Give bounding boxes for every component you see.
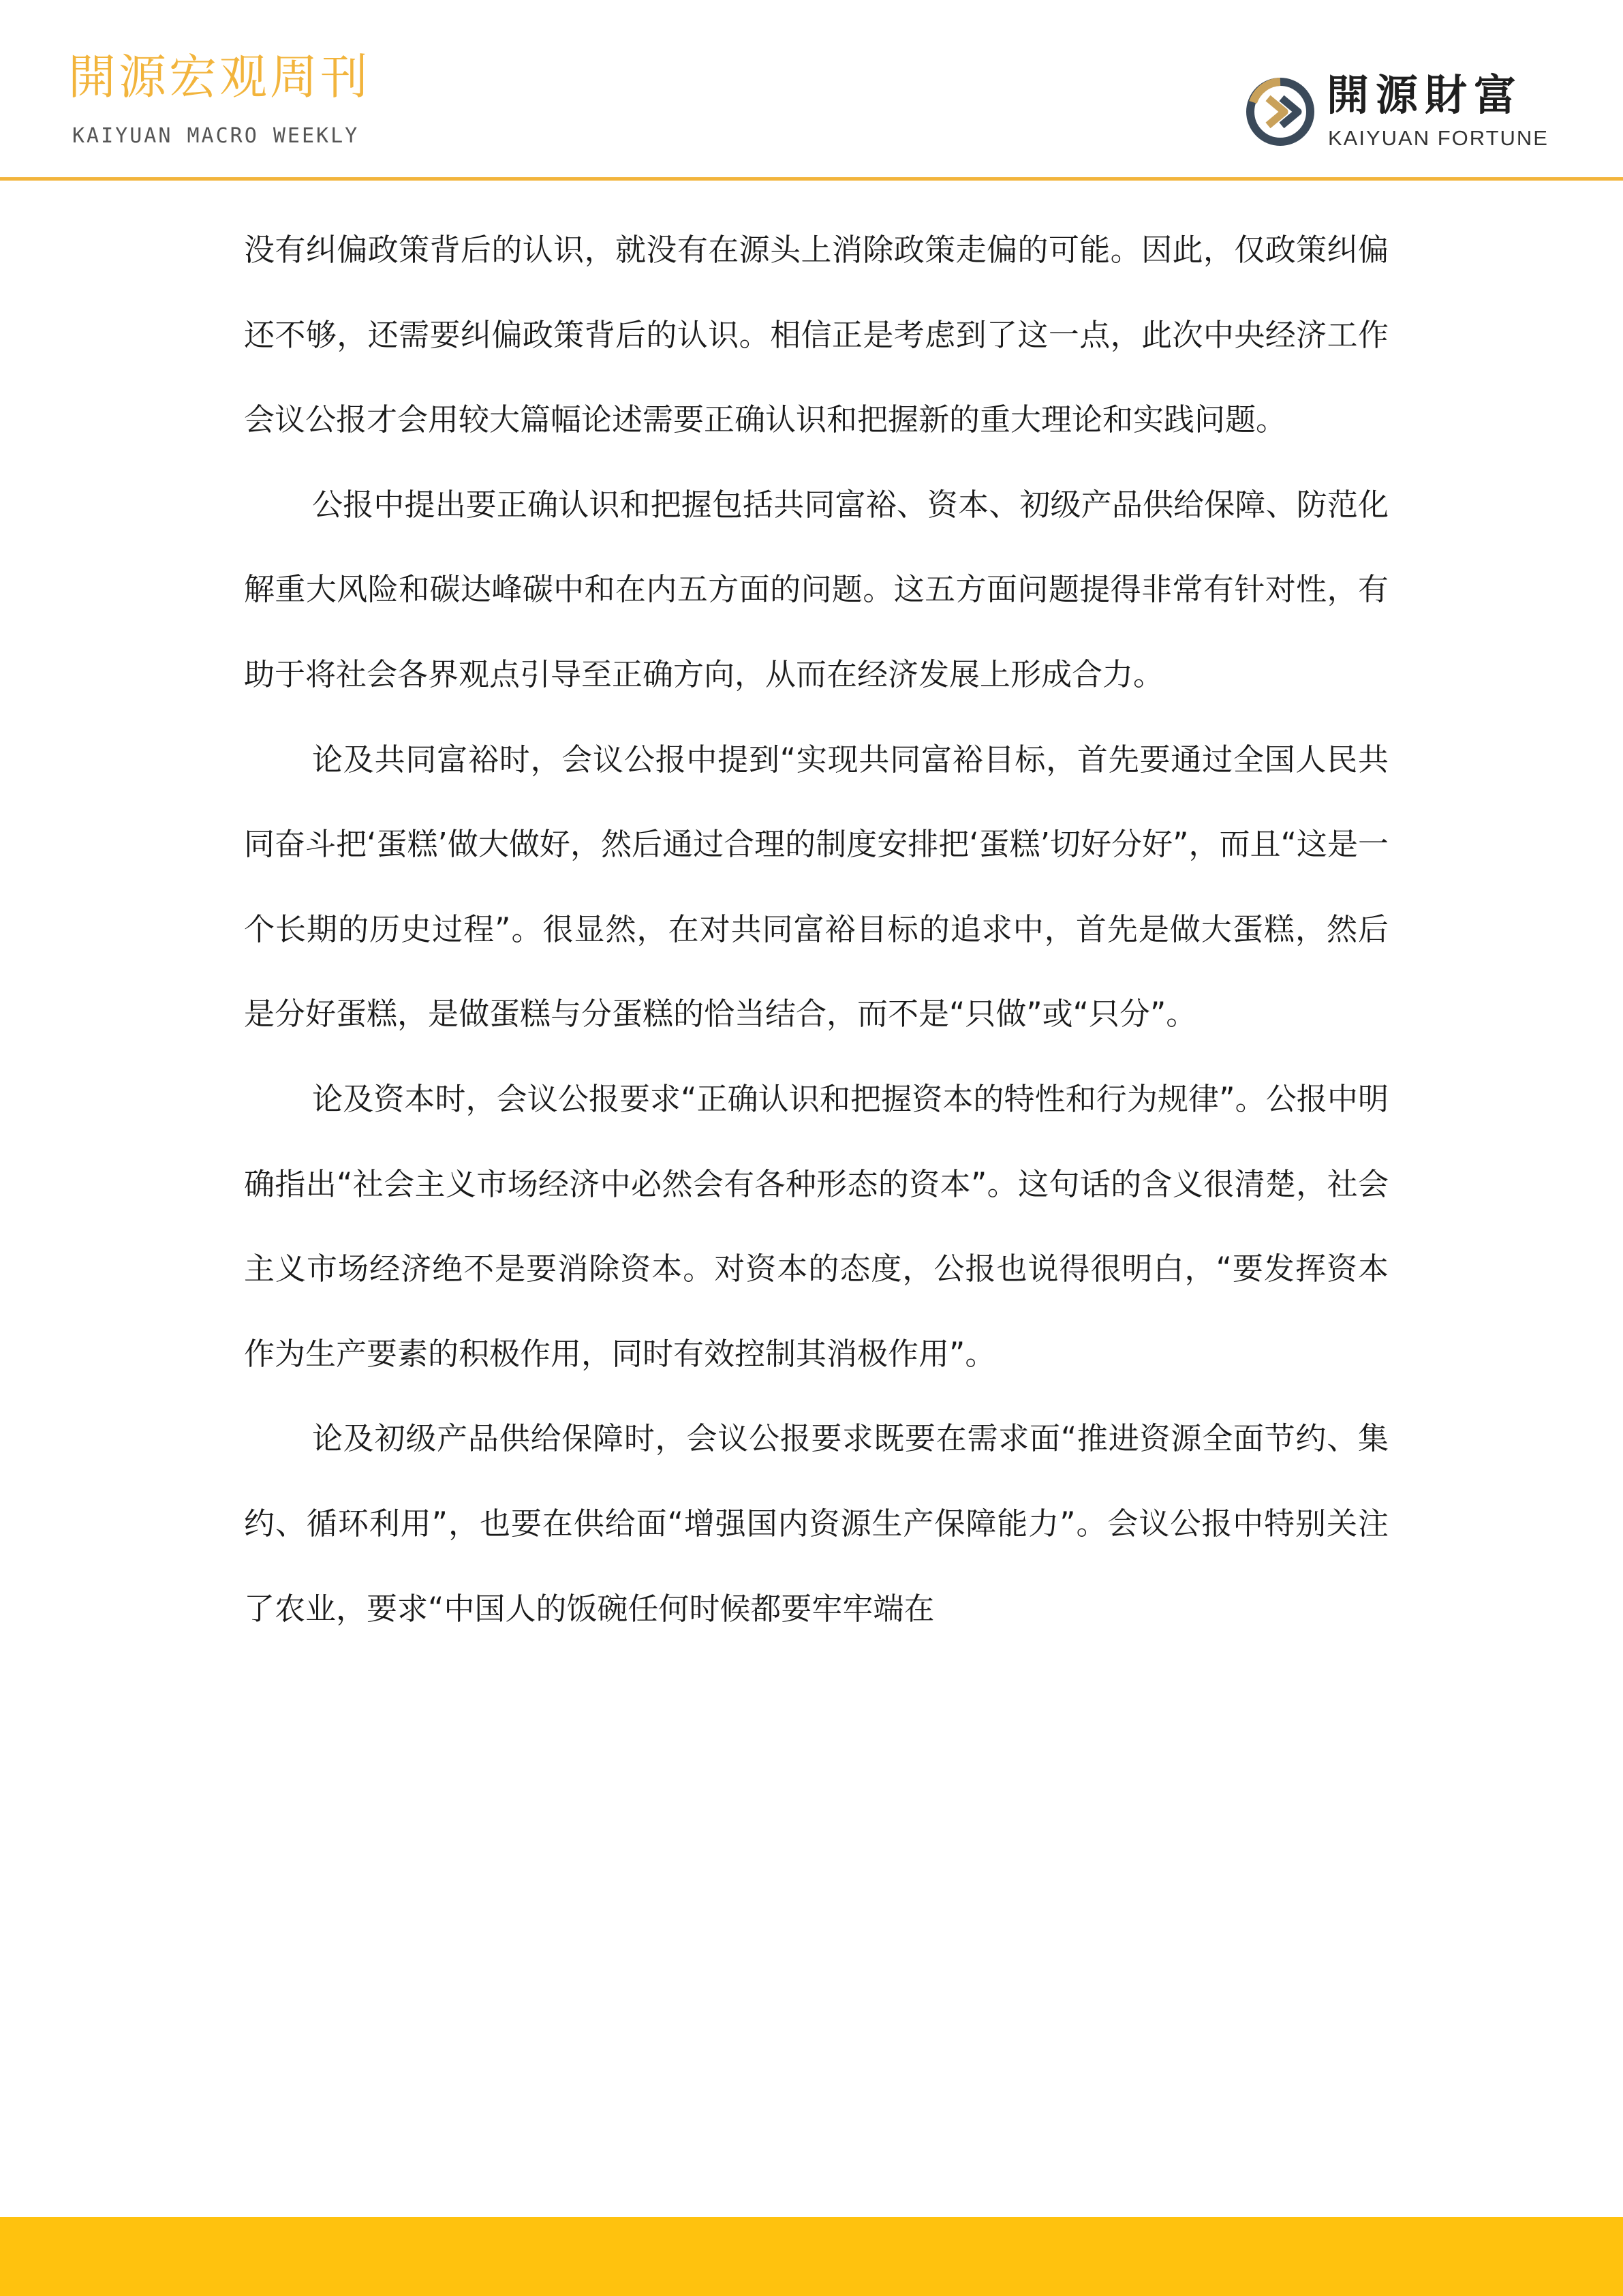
page-header bbox=[0, 0, 1623, 180]
header-divider bbox=[0, 177, 1623, 181]
paragraph: 没有纠偏政策背后的认识，就没有在源头上消除政策走偏的可能。因此，仅政策纠偏还不够，还需要纠偏政策背后的认识。相信正是考虑到了这一点，此次中央经济工作会议公报才会用较大篇幅论述需要正确认识和把握新的重大理论和实践问题。 bbox=[244, 232, 1389, 438]
footer-bar bbox=[0, 2217, 1623, 2296]
publication-title: 開源宏观周刊 bbox=[68, 49, 371, 105]
paragraph: 论及初级产品供给保障时，会议公报要求既要在需求面“推进资源全面节约、集约、循环利用”，也要在供给面“增强国内资源生产保障能力”。会议公报中特别关注了农业，要求“中国人的饭碗任何时候都要牢牢端在 bbox=[244, 1420, 1389, 1627]
paragraph: 论及资本时，会议公报要求“正确认识和把握资本的特性和行为规律”。公报中明确指出“社会主义市场经济中必然会有各种形态的资本”。这句话的含义很清楚，社会主义市场经济绝不是要消除资本。对资本的态度，公报也说得很明白，“要发挥资本作为生产要素的积极作用，同时有效控制其消极作用”。 bbox=[244, 1080, 1389, 1372]
paragraph: 公报中提出要正确认识和把握包括共同富裕、资本、初级产品供给保障、防范化解重大风险和碳达峰碳中和在内五方面的问题。这五方面问题提得非常有针对性，有助于将社会各界观点引导至正确方向，从而在经济发展上形成合力。 bbox=[244, 486, 1389, 692]
publication-subtitle: KAIYUAN MACRO WEEKLY bbox=[72, 124, 360, 148]
kaiyuan-logo-icon bbox=[1243, 75, 1317, 149]
brand-logo bbox=[1243, 72, 1564, 153]
paragraph: 论及共同富裕时，会议公报中提到“实现共同富裕目标，首先要通过全国人民共同奋斗把‘蛋糕’做大做好，然后通过合理的制度安排把‘蛋糕’切好分好”，而且“这是一个长期的历史过程”。很显然，在对共同富裕目标的追求中，首先是做大蛋糕，然后是分好蛋糕，是做蛋糕与分蛋糕的恰当结合，而不是“只做”或“只分”。 bbox=[244, 741, 1389, 1032]
brand-name-cn: 開源財富 bbox=[1327, 70, 1524, 120]
article-body bbox=[244, 208, 1389, 1651]
brand-name-en: KAIYUAN FORTUNE bbox=[1328, 126, 1549, 150]
